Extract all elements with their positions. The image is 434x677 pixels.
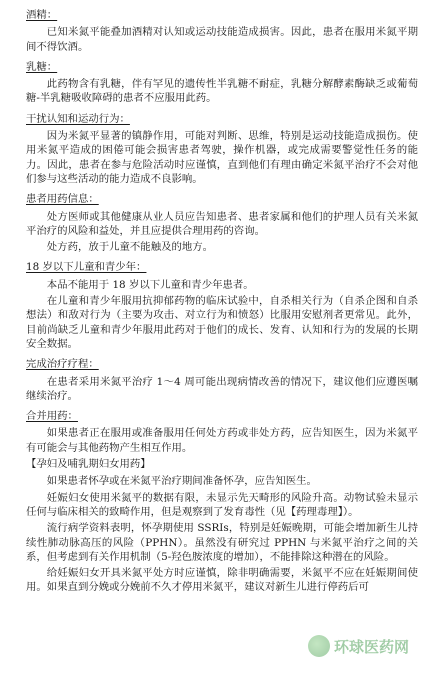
section-heading-alcohol: 酒精： [26, 9, 58, 21]
paragraph-pregnancy-1: 如果患者怀孕或在米氮平治疗期间准备怀孕，应告知医生。 [46, 475, 317, 488]
paragraph-complete: 在患者采用米氮平治疗 1～4 周可能出现病情改善的情况下，建议他们应遵医嘱继续治疗。 [26, 375, 418, 402]
paragraph-lactose: 此药物含有乳糖，伴有罕见的遗传性半乳糖不耐症，乳糖分解酵素酶缺乏或葡萄糖-半乳糖吸收障碍的患者不应服用此药。 [26, 78, 418, 105]
paragraph-pregnancy-4: 给妊娠妇女开具米氮平处方时应谨慎，除非明确需要，米氮平不应在妊娠期间使用。如果直到分娩或分娩前不久才停用米氮平，建议对新生儿进行停药后可 [26, 567, 418, 594]
paragraph-under18-2: 在儿童和青少年服用抗抑郁药物的临床试验中，自杀相关行为（自杀企图和自杀想法）和敌对行为（主要为攻击、对立行为和愤怒）比服用安慰剂者更常见。此外，目前尚缺乏儿童和青少年服用此药对于他们的成长、发育、认知和行为的发展的长期安全数据。 [26, 295, 418, 350]
paragraph-patient-info-2: 处方药，放于儿童不能触及的地方。 [46, 241, 214, 254]
paragraph-under18-1: 本品不能用于 18 岁以下儿童和青少年患者。 [46, 278, 254, 291]
section-heading-pregnancy: 【孕妇及哺乳期妇女用药】 [26, 458, 151, 471]
paragraph-combined: 如果患者正在服用或准备服用任何处方药或非处方药，应告知医生，因为米氮平有可能会与其他药物产生相互作用。 [26, 427, 418, 454]
section-heading-patient-info: 患者用药信息： [26, 193, 99, 206]
section-heading-under18: 18 岁以下儿童和青少年： [26, 261, 147, 274]
watermark [308, 633, 428, 659]
paragraph-cognition: 因为米氮平显著的镇静作用，可能对判断、思维，特别是运动技能造成损伤。使用米氮平造成的困倦可能会损害患者驾驶，操作机器，或完成需要警觉性任务的能力。因此，患者在参与危险活动时应谨慎，直到他们有理由确定米氮平治疗不会对他们参与这些活动的能力造成不良影响。 [26, 130, 418, 185]
section-heading-lactose: 乳糖： [26, 60, 58, 73]
section-heading-cognition: 干扰认知和运动行为： [26, 112, 130, 125]
paragraph-alcohol: 已知米氮平能叠加酒精对认知或运动技能造成损害。因此，患者在服用米氮平期间不得饮酒。 [26, 26, 418, 53]
section-heading-complete: 完成治疗疗程： [26, 358, 99, 371]
document-page [26, 6, 418, 597]
section-heading-combined: 合并用药： [26, 410, 78, 423]
paragraph-pregnancy-2: 妊娠妇女使用米氮平的数据有限，未显示先天畸形的风险升高。动物试验未显示任何与临床相关的致畸作用，但是观察到了发育毒性（见【药理毒理】）。 [26, 491, 418, 518]
paragraph-pregnancy-3: 流行病学资料表明，怀孕期使用 SSRIs，特别是妊娠晚期，可能会增加新生儿持续性肺动脉高压的风险（PPHN）。虽然没有研究过 PPHN 与米氮平治疗之间的关系，但考虑到有关作用机制（5-羟色胺浓度的增加），不能排除这种潜在的风险。 [26, 522, 418, 563]
paragraph-patient-info-1: 处方医师或其他健康从业人员应告知患者、患者家属和他们的护理人员有关米氮平治疗的风险和益处，并且应提供合理用药的咨询。 [26, 210, 418, 237]
watermark-text: 环球医药网 [334, 637, 410, 656]
globe-logo-icon [308, 635, 330, 657]
